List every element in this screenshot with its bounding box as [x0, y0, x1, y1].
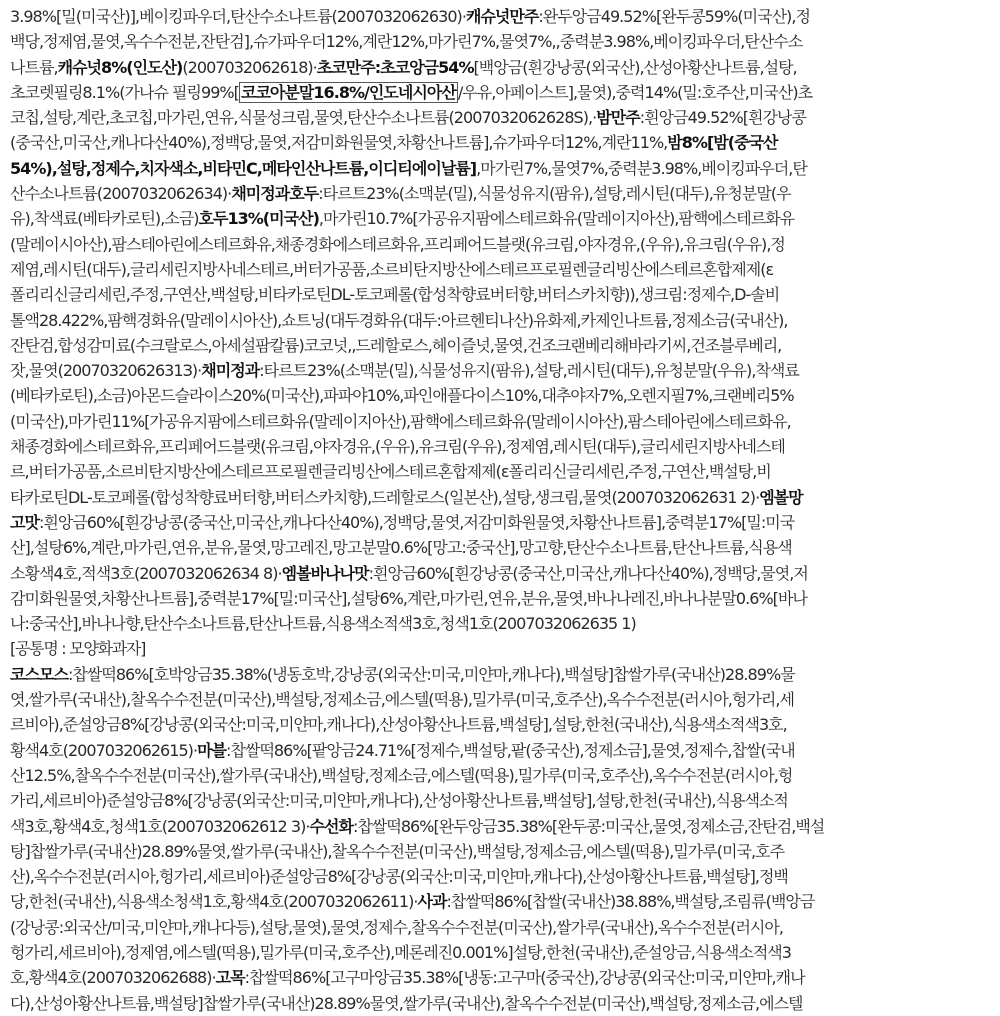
product-name: 채미정과호두: [231, 184, 319, 204]
text-run: 색3호,황색4호,청색1호(2007032062612 3)·: [10, 816, 310, 836]
text-line: [10, 687, 1000, 712]
text-run: 산],설탕6%,계란,마가린,연유,분유,물엿,망고레진,망고분말0.6%[망고:중국산],망고향,탄산수소나트륨,탄산나트륨,식용색: [10, 538, 792, 558]
product-name: 캐슈넛만주: [465, 7, 539, 26]
text-run: 당,한천(국내산),식용색소청색1호,황색4호(2007032062611)·: [10, 892, 418, 912]
text-line: [10, 738, 1000, 763]
text-line: [10, 308, 1000, 333]
text-run: 탕]찹쌀가루(국내산)28.89%물엿,쌀가루(국내산),찰옥수수전분(미국산),백설탕,정제소금,에스텔(떡용),밀가루(미국,호주: [10, 841, 785, 861]
text-line: [10, 915, 1000, 940]
product-name: 고맛: [10, 512, 39, 532]
text-run: 다),산성아황산나트륨,백설탕]찹쌀가루(국내산)28.89%물엿,쌀가루(국내산),찰옥수수전분(미국산),백설탕,정제소금,에스텔: [10, 993, 803, 1013]
product-name: 엠볼망: [759, 487, 803, 507]
text-run: :찹쌀떡86%[팥앙금24.71%[정제수,백설탕,팥(중국산),정제소금],물엿,정제수,찹쌀(국내: [226, 740, 795, 760]
text-run: ,마가린10.7%[가공유지팜에스테르화유(말레이지아산),팜핵에스테르화유: [318, 209, 795, 229]
text-line: [10, 889, 1000, 914]
text-run: /우유,아페이스트],물엿),중력14%(밀:호주산,미국산)초: [457, 82, 813, 102]
product-name: 엠볼바나나맛: [281, 563, 369, 583]
text-line: [10, 611, 1000, 636]
text-run: 르비아),준설앙금8%[강낭콩(외국산:미국,미얀마,캐나다),산성아황산나트륨,백설탕],설탕,한천(국내산),식용색소적색3호,: [10, 715, 787, 735]
text-line: [10, 434, 1000, 459]
product-name: 채미정과: [201, 361, 260, 381]
text-run: 잣,물엿(2007032062631З)·: [10, 361, 202, 381]
text-line: [10, 206, 1000, 231]
text-run: 백당,정제염,물엿,옥수수전분,잔탄검],슈가파우더12%,계란12%,마가린7%,물엿7%,,중력분3.98%,베이킹파우더,탄산수소: [10, 32, 803, 52]
text-line: [10, 712, 1000, 737]
text-run: ,마가린7%,물엿7%,중력분3.98%,베이킹파우더,탄: [476, 158, 807, 178]
text-run: 황색4호(2007032062615)·: [10, 740, 198, 760]
text-line: [10, 839, 1000, 864]
text-line: [10, 105, 1000, 130]
text-run: (베타카로틴),소금)아몬드슬라이스20%(미국산),파파야10%,파인애플다이스10%,대추야자7%,오렌지필7%,크랜베리5%: [10, 386, 794, 406]
text-run: 산),옥수수전분(러시아,헝가리,세르비아)준설앙금8%[강낭콩(외국산:미국,미얀마,캐나다),산성아황산나트륨,백설탕],정백: [10, 867, 788, 887]
text-line: [10, 409, 1000, 434]
product-name: 밤만주: [596, 108, 640, 128]
text-line: [10, 459, 1000, 484]
highlighted-ingredient: 코코아분말16.8%/인도네시아산: [240, 82, 456, 102]
text-line: [10, 257, 1000, 282]
text-line: [10, 4, 1000, 29]
text-line: [10, 965, 1000, 990]
text-run: 코칩,설탕,계란,초코칩,마가린,연유,식물성크림,물엿,탄산수소나트륨(2007032062628S),·: [10, 108, 597, 128]
text-run: (2007032062618)·: [182, 57, 317, 77]
text-line: [10, 282, 1000, 307]
product-name: 호두13%(미국산): [198, 209, 319, 229]
text-line: [10, 55, 1000, 80]
product-name: 마블: [197, 740, 227, 760]
text-line: [10, 383, 1000, 408]
text-run: :흰앙금60%[흰강낭콩(중국산,미국산,캐나다산40%),정백당,물엿,저: [368, 563, 808, 583]
text-run: 감미화원물엿,차황산나트륨],중력분17%[밀:미국산],설탕6%,계란,마가린,연유,분유,물엿,바나나레진,바나나분말0.6%[바나: [10, 588, 807, 608]
text-line: [10, 485, 1000, 510]
product-name: 사과: [417, 892, 447, 912]
product-name: 캐슈넛8%(인도산): [57, 57, 183, 77]
text-run: :완두앙금49.52%[완두콩59%(미국산),정: [538, 7, 810, 26]
text-run: 채종경화에스테르화유,프리페어드블랫(유크림,야자경유,(우유),유크림(우유),정제염,레시틴(대두),글리세린지방사네스테: [10, 437, 785, 457]
text-line: [10, 864, 1000, 889]
text-line: [10, 232, 1000, 257]
text-line: [10, 636, 1000, 661]
product-name: 초코만주:초코앙금54%: [316, 57, 474, 77]
text-line: [10, 181, 1000, 206]
text-run: (강낭콩:외국산/미국,미얀마,캐나다등),설탕,물엿),물엿,정제수,찰옥수수전분(미국산),쌀가루(국내산),옥수수전분(러시아,: [10, 917, 784, 937]
product-name: 수선화: [309, 816, 353, 836]
text-run: 가리,세르비아)준설앙금8%[강낭콩(외국산:미국,미얀마,캐나다),산성아황산나트륨,백설탕],설탕,한천(국내산),식용색소적: [10, 791, 788, 811]
text-run: (미국산),마가린11%[가공유지팜에스테르화유(말레이지아산),팜핵에스테르화유(말레이시아산),팜스테아린에스테르화유,: [10, 411, 791, 431]
text-run: (중국산,미국산,캐나다산40%),정백당,물엿,저감미화원물엿,차황산나트륨],슈가파우더12%,계란11%,: [10, 133, 668, 153]
text-run: 엿,쌀가루(국내산),찰옥수수전분(미국산),백설탕,정제소금,에스텔(떡용),밀가루(미국,호주산),옥수수전분(러시아,헝가리,세: [10, 690, 794, 710]
text-line: [10, 662, 1000, 687]
text-line: [10, 130, 1000, 155]
text-run: 산수소나트륨(2007032062634)·: [10, 184, 232, 204]
text-run: 잔탄검,합성감미료(수크랄로스,아세설팜칼륨)코코넛,,드레할로스,헤이즐넛,물엿,건조크랜베리해바라기씨,건조블루베리,: [10, 335, 782, 355]
text-run: 나:중국산],바나나향,탄산수소나트륨,탄산나트륨,식용색소적색3호,청색1호(2007032062635 1): [10, 614, 636, 634]
product-name: 코스모스: [10, 664, 68, 684]
text-run: 산12.5%,찰옥수수전분(미국산),쌀가루(국내산),백설탕,정제소금,에스텔(떡용),밀가루(미국,호주산),옥수수전분(러시아,헝: [10, 765, 793, 785]
text-line: [10, 333, 1000, 358]
text-line: [10, 561, 1000, 586]
text-line: [10, 510, 1000, 535]
text-run: 폴리리신글리세린,주정,구연산,백설탕,비타카로틴DL-토코페롤(합성착향료버터향,버터스카치향)),생크림:정제수,D-솔비: [10, 285, 780, 305]
text-run: 나트륨,: [10, 57, 58, 77]
text-run: :찹쌀떡86%[고구마앙금35.38%[냉동:고구마(중국산),강낭콩(외국산:미국,미얀마,캐나: [244, 968, 805, 988]
text-run: :흰앙금60%[흰강낭콩(중국산,미국산,캐나다산40%),정백당,물엿,저감미화원물엿,차황산나트륨],중력분17%[밀:미국: [38, 512, 795, 532]
text-line: [10, 29, 1000, 54]
text-line: [10, 586, 1000, 611]
text-run: 소황색4호,적색3호(2007032062634 8)·: [10, 563, 282, 583]
text-run: 호,황색4호(2007032062688)·: [10, 968, 216, 988]
text-run: 유),착색료(베타카로틴),소금): [10, 209, 199, 229]
text-run: 헝가리,세르비아),정제염,에스텔(떡용),밀가루(미국,호주산),메론레진0.001%]설탕,한천(국내산),준설앙금,식용색소적색3: [10, 942, 792, 962]
text-line: [10, 80, 1000, 105]
text-run: 3.98%[밀(미국산)],베이킹파우더,탄산수소나트륨(2007032062630)·: [10, 7, 466, 26]
product-name: 고목: [215, 968, 245, 988]
text-run: :찹쌀떡86%[완두앙금35.38%[완두콩:미국산,물엿,정제소금,잔탄검,백설: [352, 816, 825, 836]
text-line: [10, 763, 1000, 788]
text-line: [10, 788, 1000, 813]
text-run: [백앙금(흰강낭콩(외국산),산성아황산나트륨,설탕,: [473, 57, 797, 77]
text-run: 초코렛필링8.1%(가나슈 필링99%[: [10, 82, 239, 102]
text-line: [10, 814, 1000, 839]
text-run: 제염,레시틴(대두),글리세린지방사네스테르,버터가공품,소르비탄지방산에스테르프로필렌글리빙산에스테르혼합제제(ε: [10, 259, 774, 279]
text-run: [공통명 : 모양화과자]: [10, 639, 146, 659]
product-name: 54%),설탕,정제수,치자색소,비타민C,메타인산나트륨,이디티에이날륨]: [10, 158, 477, 178]
text-run: :타르트23%(소맥분(밀),식물성유지(팜유),설탕,레시틴(대두),유청분말(우: [318, 184, 791, 204]
text-run: 르,버터가공품,소르비탄지방산에스테르프로필렌글리빙산에스테르혼합제제(ε폴리리신글리세린,주정,구연산,백설탕,비: [10, 462, 771, 482]
text-run: :타르트23%(소맥분(밀),식물성유지(팜유),설탕,레시틴(대두),유청분말(우유),착색료: [259, 361, 799, 381]
text-line: [10, 535, 1000, 560]
text-run: 타카로틴DL-토코페롤(합성착향료버터향,버터스카치향),드레할로스(일본산),설탕,생크림,물엿(2007032062631 2)·: [10, 487, 760, 507]
text-run: :찹쌀떡86%[찹쌀(국내산)38.88%,백설탕,조림류(백앙금: [446, 892, 815, 912]
text-line: [10, 991, 1000, 1016]
text-run: :흰앙금49.52%[흰강낭콩: [639, 108, 806, 128]
text-run: (말레이시아산),팜스테아린에스테르화유,채종경화에스테르화유,프리페어드블랫(유크림,야자경유,(우유),유크림(우유),정: [10, 234, 785, 254]
text-line: [10, 156, 1000, 181]
product-name: 밤8%[밤(중국산: [667, 133, 778, 153]
text-run: :찹쌀떡86%[호박앙금35.38%(냉동호박,강낭콩(외국산:미국,미얀마,캐나다),백설탕]찹쌀가루(국내산)28.89%물: [67, 664, 795, 684]
text-line: [10, 358, 1000, 383]
text-line: [10, 940, 1000, 965]
text-run: 톨액28.422%,팜핵경화유(말레이시아산),쇼트닝(대두경화유(대두:아르헨티나산)유화제,카제인나트륨,정제소금(국내산),: [10, 310, 788, 330]
